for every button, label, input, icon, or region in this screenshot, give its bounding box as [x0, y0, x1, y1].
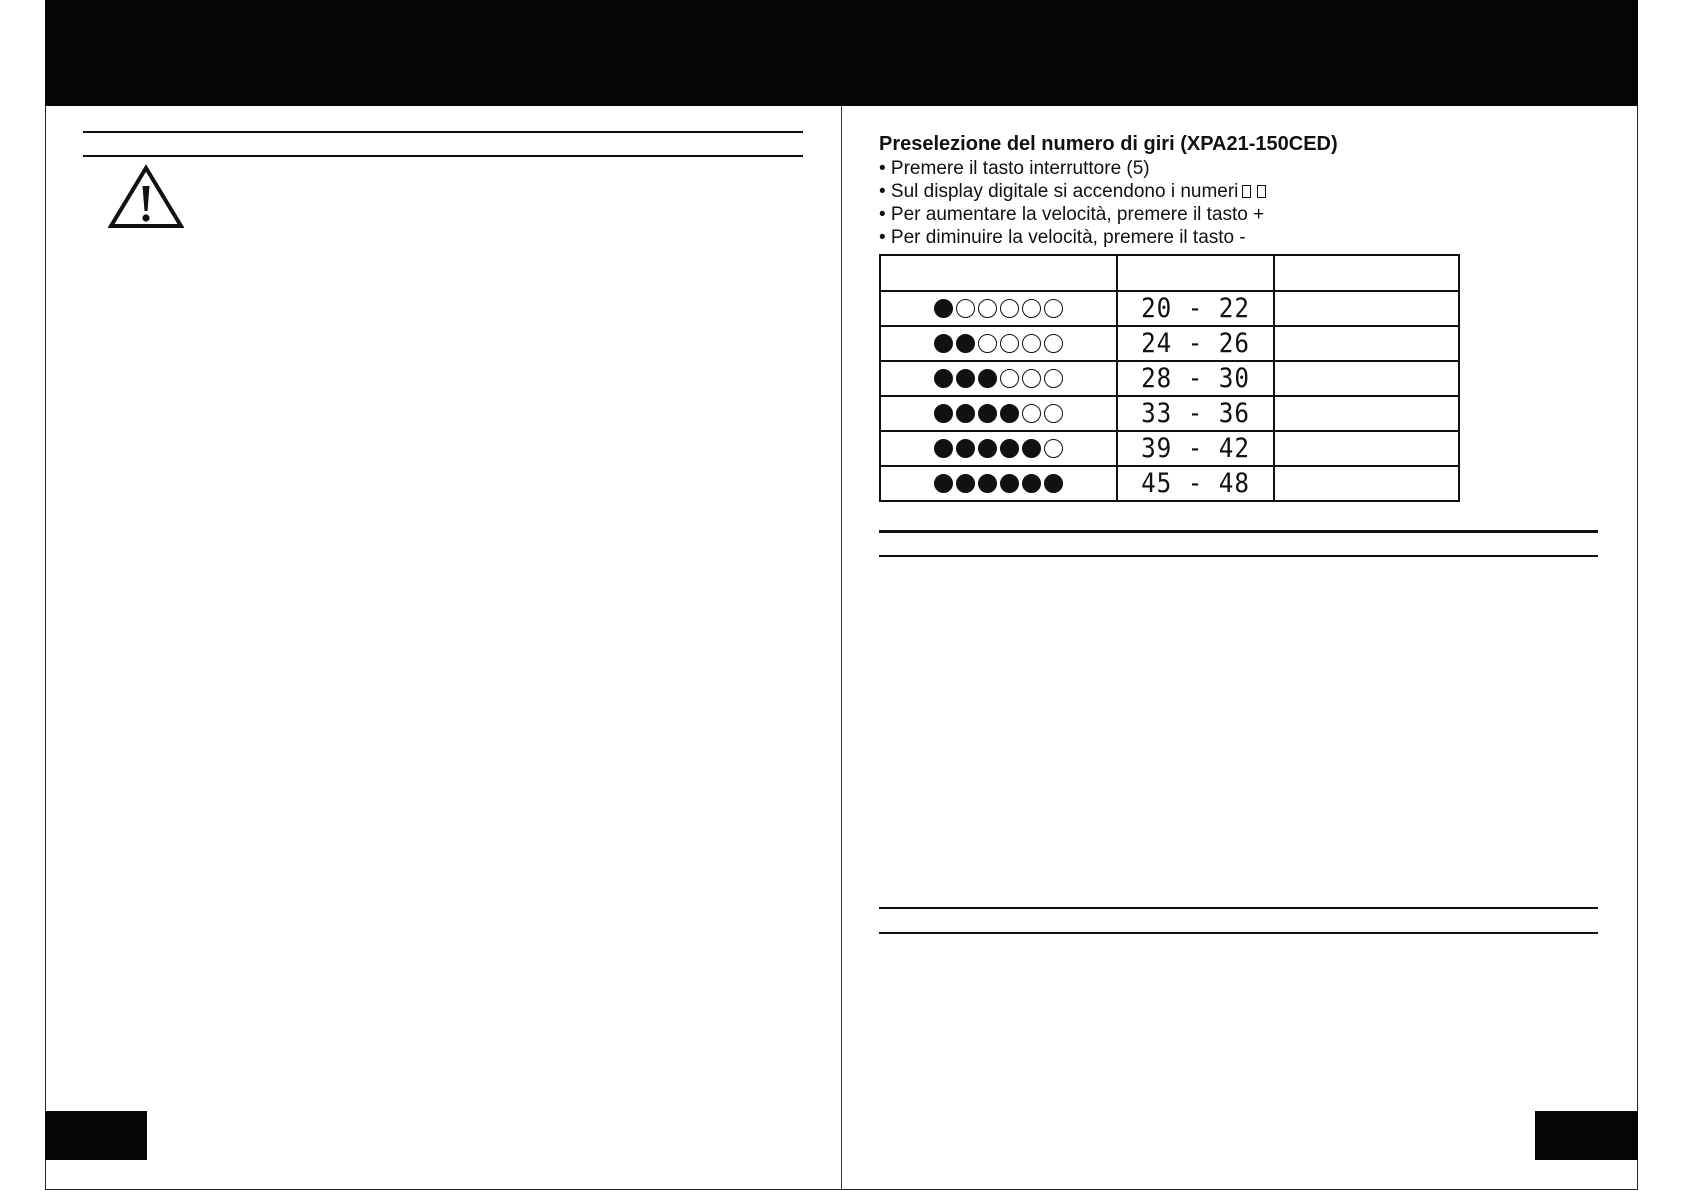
table-body [880, 291, 1459, 501]
table-header-cell [880, 255, 1117, 291]
filled-dot-icon [1000, 439, 1019, 458]
empty-dot-icon [1044, 334, 1063, 353]
left-section-rule-bottom [83, 155, 803, 157]
speed-level-indicator [881, 369, 1116, 388]
warning-triangle-icon [108, 164, 184, 230]
right-page-number-tab [1535, 1111, 1638, 1160]
speed-level-cell [880, 291, 1117, 326]
left-page-number-tab [45, 1111, 147, 1160]
filled-dot-icon [1044, 474, 1063, 493]
empty-dot-icon [956, 299, 975, 318]
instruction-list [879, 157, 1268, 249]
filled-dot-icon [1000, 474, 1019, 493]
empty-dot-icon [1044, 439, 1063, 458]
speed-level-indicator [881, 439, 1116, 458]
empty-dot-icon [978, 334, 997, 353]
empty-dot-icon [1000, 369, 1019, 388]
instruction-item: • Premere il tasto interruttore (5) [879, 158, 1150, 179]
filled-dot-icon [978, 369, 997, 388]
empty-dot-icon [1044, 404, 1063, 423]
instruction-item: • Per aumentare la velocità, premere il tasto + [879, 204, 1265, 225]
page-gutter [841, 106, 842, 1190]
filled-dot-icon [978, 439, 997, 458]
speed-level-indicator [881, 299, 1116, 318]
empty-dot-icon [1044, 369, 1063, 388]
empty-dot-icon [978, 299, 997, 318]
rpm-range: 28 - 30 [1141, 363, 1250, 394]
instruction-item: • Per diminuire la velocità, premere il tasto - [879, 227, 1246, 248]
empty-dot-icon [1044, 299, 1063, 318]
speed-level-cell [880, 361, 1117, 396]
table-row [880, 326, 1459, 361]
speed-level-indicator [881, 474, 1116, 493]
empty-dot-icon [1000, 334, 1019, 353]
rpm-range: 24 - 26 [1141, 328, 1250, 359]
right-section-rule-3 [879, 907, 1598, 909]
table-row [880, 431, 1459, 466]
instruction-item [879, 180, 1268, 203]
speed-level-cell [880, 466, 1117, 501]
filled-dot-icon [978, 474, 997, 493]
empty-dot-icon [1022, 369, 1041, 388]
note-cell [1274, 361, 1459, 396]
speed-level-cell [880, 326, 1117, 361]
table-header-cell [1274, 255, 1459, 291]
empty-dot-icon [1022, 299, 1041, 318]
filled-dot-icon [956, 369, 975, 388]
header-bar [45, 0, 1638, 106]
rpm-range-cell [1117, 466, 1274, 501]
rpm-range-cell [1117, 361, 1274, 396]
rpm-range: 20 - 22 [1141, 293, 1250, 324]
note-cell [1274, 326, 1459, 361]
filled-dot-icon [956, 439, 975, 458]
speed-level-cell [880, 396, 1117, 431]
table-header-cell [1117, 255, 1274, 291]
filled-dot-icon [1000, 404, 1019, 423]
filled-dot-icon [1022, 474, 1041, 493]
right-section-rule-4 [879, 932, 1598, 934]
table-row [880, 291, 1459, 326]
seven-segment-zero-zero-icon [1238, 181, 1268, 202]
empty-dot-icon [1000, 299, 1019, 318]
filled-dot-icon [956, 404, 975, 423]
table-row [880, 466, 1459, 501]
note-cell [1274, 431, 1459, 466]
rpm-range-cell [1117, 396, 1274, 431]
note-cell [1274, 466, 1459, 501]
speed-level-indicator [881, 404, 1116, 423]
rpm-range-cell [1117, 431, 1274, 466]
instruction-item-text: • Sul display digitale si accendono i numeri [879, 181, 1239, 202]
rpm-range-cell [1117, 291, 1274, 326]
empty-dot-icon [1022, 404, 1041, 423]
note-cell [1274, 291, 1459, 326]
filled-dot-icon [956, 334, 975, 353]
filled-dot-icon [956, 474, 975, 493]
table-row [880, 361, 1459, 396]
speed-level-cell [880, 431, 1117, 466]
filled-dot-icon [934, 334, 953, 353]
filled-dot-icon [934, 369, 953, 388]
section-title: Preselezione del numero di giri (XPA21-150CED) [879, 133, 1338, 155]
filled-dot-icon [1022, 439, 1041, 458]
empty-dot-icon [1022, 334, 1041, 353]
table-header-row [880, 255, 1459, 291]
right-section-rule-2 [879, 555, 1598, 557]
speed-level-indicator [881, 334, 1116, 353]
speed-table [879, 254, 1460, 502]
right-section-rule-1 [879, 530, 1598, 533]
filled-dot-icon [934, 299, 953, 318]
left-section-rule-top [83, 131, 803, 133]
rpm-range-cell [1117, 326, 1274, 361]
rpm-range: 45 - 48 [1141, 468, 1250, 499]
filled-dot-icon [978, 404, 997, 423]
filled-dot-icon [934, 439, 953, 458]
filled-dot-icon [934, 404, 953, 423]
rpm-range: 33 - 36 [1141, 398, 1250, 429]
rpm-range: 39 - 42 [1141, 433, 1250, 464]
note-cell [1274, 396, 1459, 431]
filled-dot-icon [934, 474, 953, 493]
table-row [880, 396, 1459, 431]
